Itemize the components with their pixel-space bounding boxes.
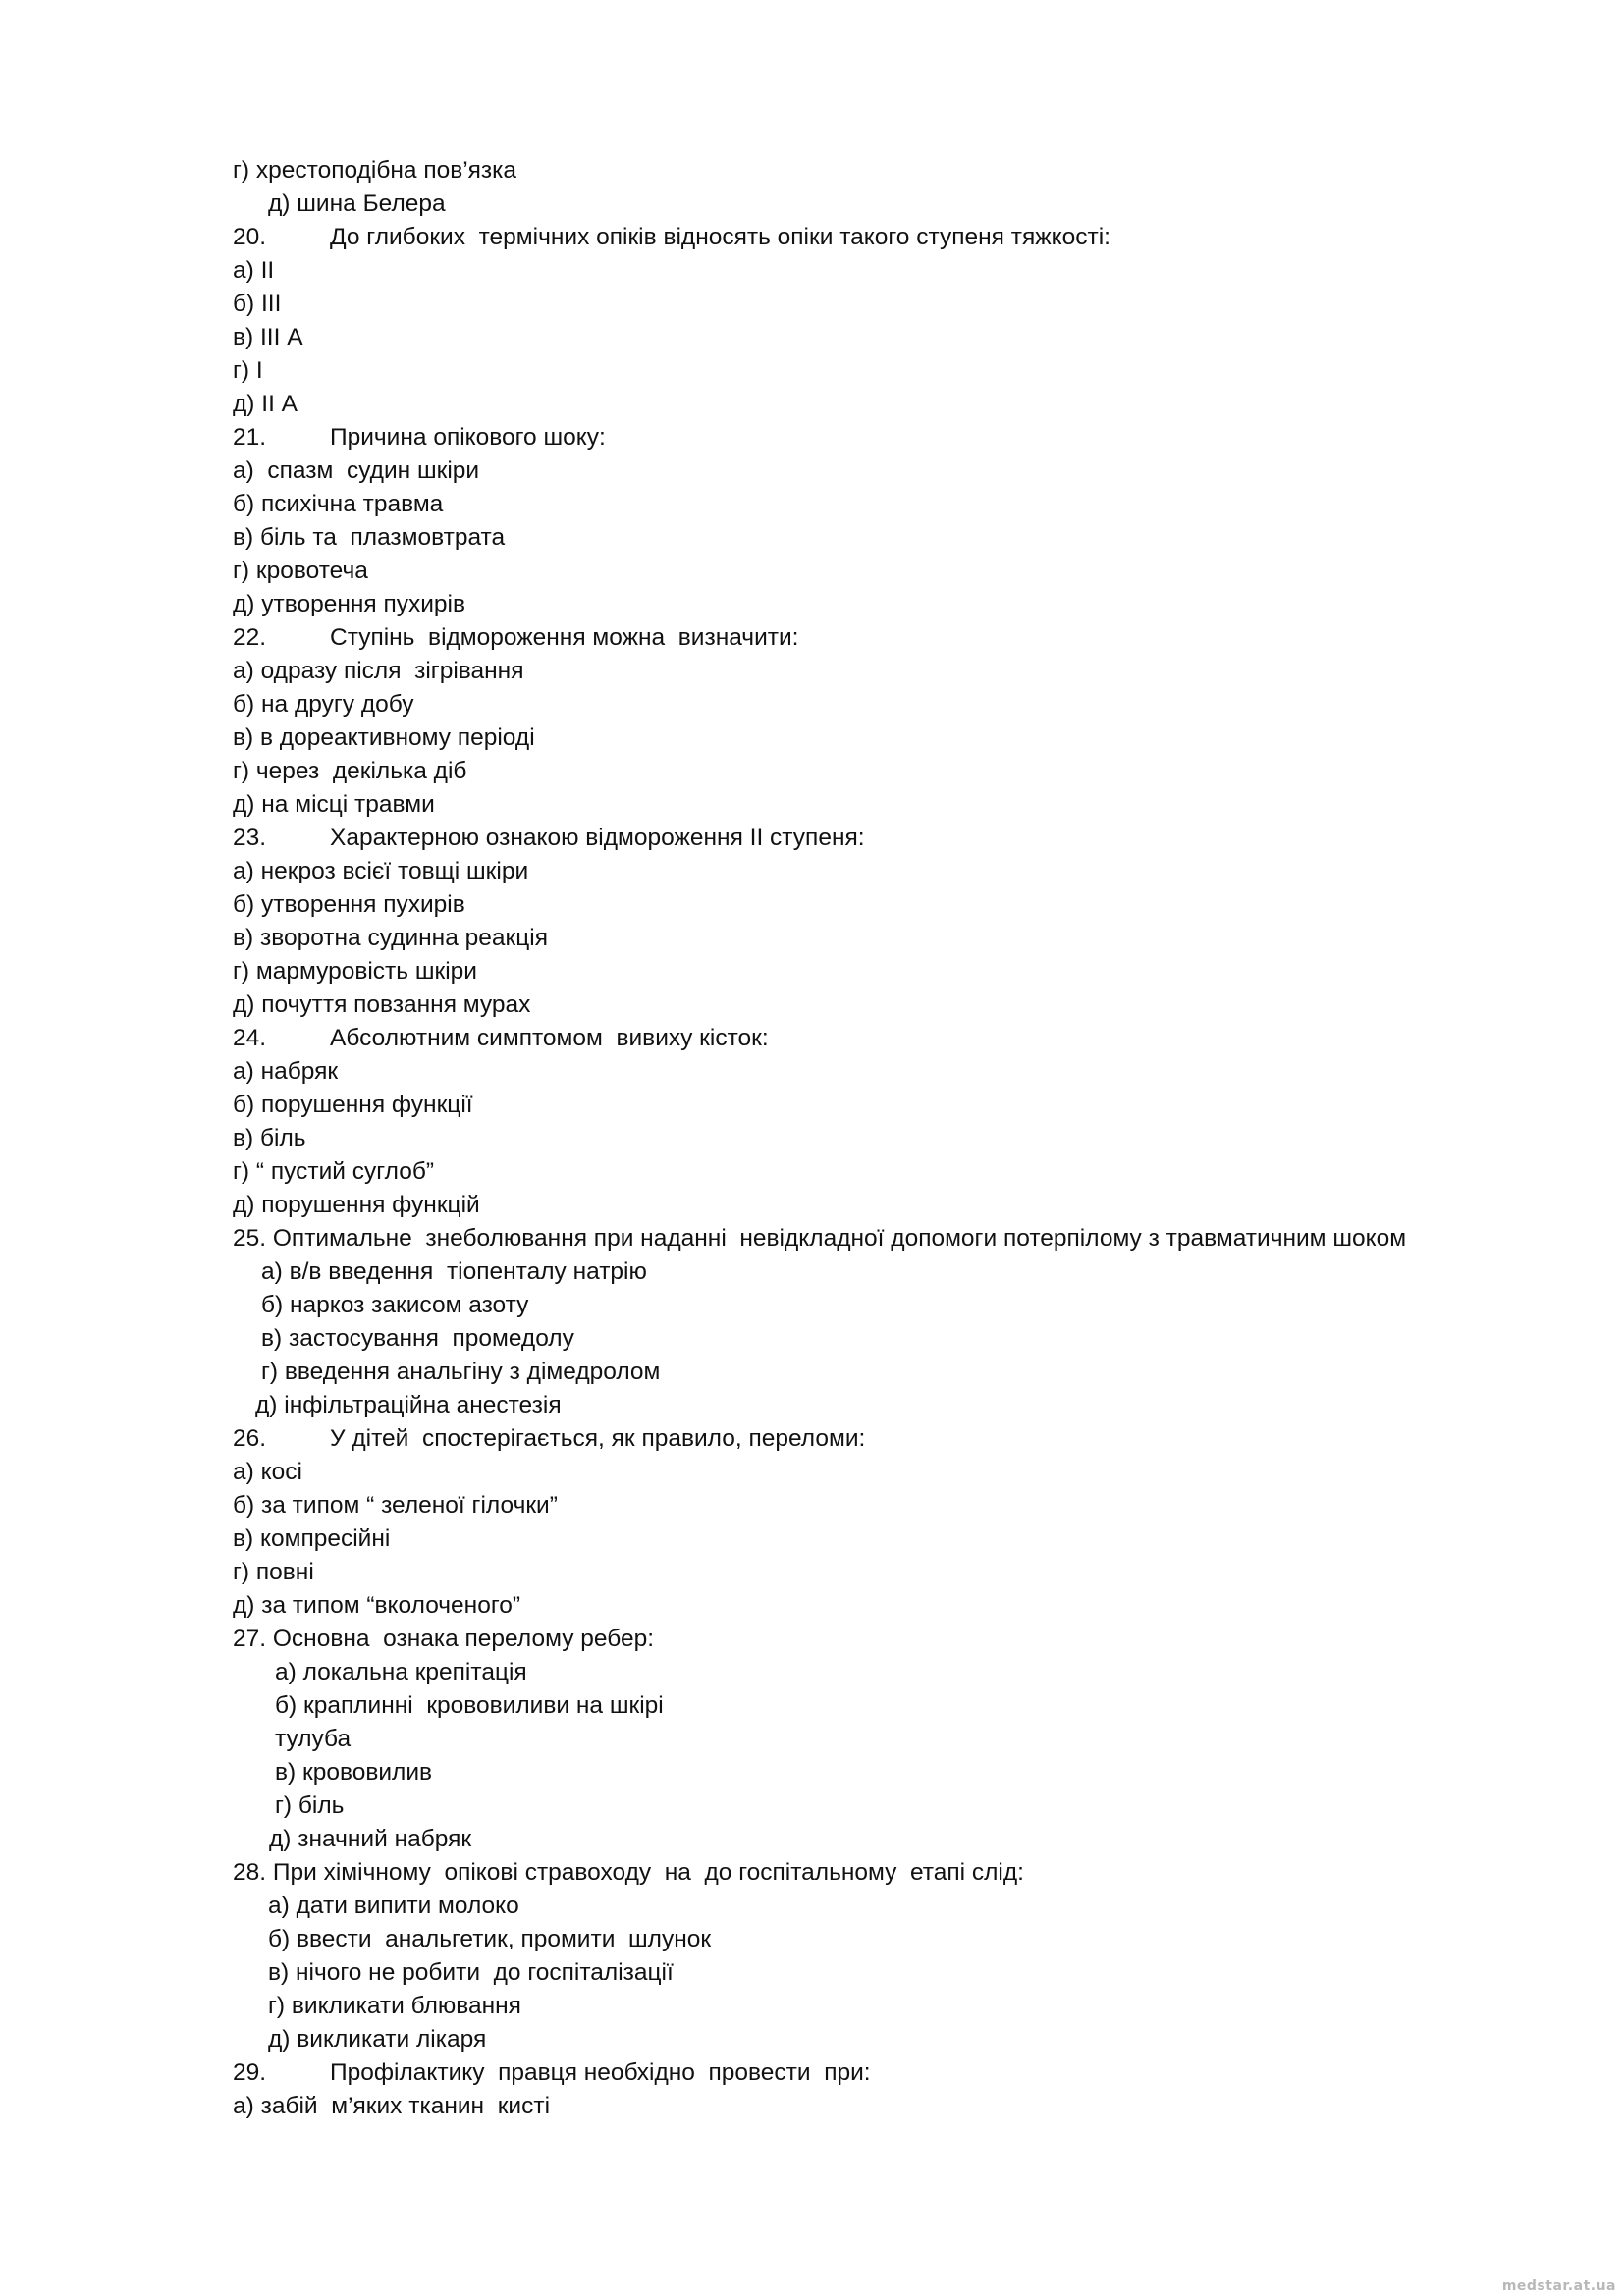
option-line: д) ІІ А [233,391,298,417]
question-number: 24. [233,1025,267,1051]
option-line: а) ІІ [233,257,275,284]
option-line: б) наркоз закисом азоту [261,1292,529,1318]
option-line: б) на другу добу [233,691,414,718]
option-line: а) косі [233,1459,302,1485]
question-number: 23. [233,825,267,851]
question-line: 27. Основна ознака перелому ребер: [233,1626,655,1652]
option-line: д) почуття повзання мурах [233,991,531,1018]
question-text: Абсолютним симптомом вивиху кісток: [330,1025,769,1051]
option-line: а) набряк [233,1058,339,1085]
question-number: 21. [233,424,267,451]
option-line: б) психічна травма [233,491,444,517]
option-line: д) порушення функцій [233,1192,480,1218]
option-line: г) “ пустий суглоб” [233,1158,435,1185]
option-line: в) зворотна судинна реакція [233,925,548,951]
option-line: г) хрестоподібна пов’язка [233,157,517,184]
question-number: 22. [233,624,267,651]
question-number: 29. [233,2059,267,2086]
option-line: д) утворення пухирів [233,591,466,617]
option-line: б) ІІІ [233,291,282,317]
option-line: в) біль [233,1125,306,1151]
option-line: а) спазм судин шкіри [233,457,480,484]
option-line: г) біль [275,1792,345,1819]
question-text: Характерною ознакою відмороження ІІ ступеня: [330,825,865,851]
option-line: тулуба [275,1726,352,1752]
option-line: д) шина Белера [268,190,446,217]
option-line: г) мармуровість шкіри [233,958,477,985]
question-number: 26. [233,1425,267,1452]
option-line: в) крововилив [275,1759,433,1786]
option-line: д) викликати лікаря [268,2026,487,2053]
option-line: а) в/в введення тіопенталу натрію [261,1258,647,1285]
option-line: в) ІІІ А [233,324,303,350]
question-text: У дітей спостерігається, як правило, переломи: [330,1425,866,1452]
option-line: а) одразу після зігрівання [233,658,524,684]
option-line: г) повні [233,1559,314,1585]
option-line: в) компресійні [233,1525,391,1552]
option-line: д) значний набряк [269,1826,472,1852]
option-line: г) введення анальгіну з дімедролом [261,1359,661,1385]
question-text: Причина опікового шоку: [330,424,606,451]
question-line: 28. При хімічному опікові стравоходу на до госпітальному етапі слід: [233,1859,1024,1886]
question-text: Профілактику правця необхідно провести при: [330,2059,871,2086]
option-line: в) біль та плазмовтрата [233,524,506,551]
question-line: 25. Оптимальне знеболювання при наданні невідкладної допомоги потерпілому з травматичним шоком [233,1225,1407,1252]
option-line: г) кровотеча [233,558,368,584]
option-line: б) утворення пухирів [233,891,465,918]
option-line: б) краплинні крововиливи на шкірі [275,1692,664,1719]
option-line: г) викликати блювання [268,1993,521,2019]
option-line: б) ввести анальгетик, промити шлунок [268,1926,712,1952]
option-line: в) застосування промедолу [261,1325,574,1352]
question-text: До глибоких термічних опіків відносять опіки такого ступеня тяжкості: [330,224,1110,250]
question-text: Ступінь відмороження можна визначити: [330,624,799,651]
option-line: а) некроз всієї товщі шкіри [233,858,529,884]
question-number: 20. [233,224,267,250]
option-line: а) локальна крепітація [275,1659,527,1685]
watermark: medstar.at.ua [1501,2278,1616,2294]
option-line: в) нічого не робити до госпіталізації [268,1959,674,1986]
option-line: б) порушення функції [233,1092,473,1118]
option-line: д) інфільтраційна анестезія [255,1392,562,1418]
option-line: г) І [233,357,263,384]
option-line: а) забій м’яких тканин кисті [233,2093,551,2119]
option-line: б) за типом “ зеленої гілочки” [233,1492,558,1519]
option-line: д) на місці травми [233,791,435,818]
option-line: в) в дореактивному періоді [233,724,535,751]
option-line: г) через декілька діб [233,758,467,784]
option-line: д) за типом “вколоченого” [233,1592,521,1619]
option-line: а) дати випити молоко [268,1893,519,1919]
